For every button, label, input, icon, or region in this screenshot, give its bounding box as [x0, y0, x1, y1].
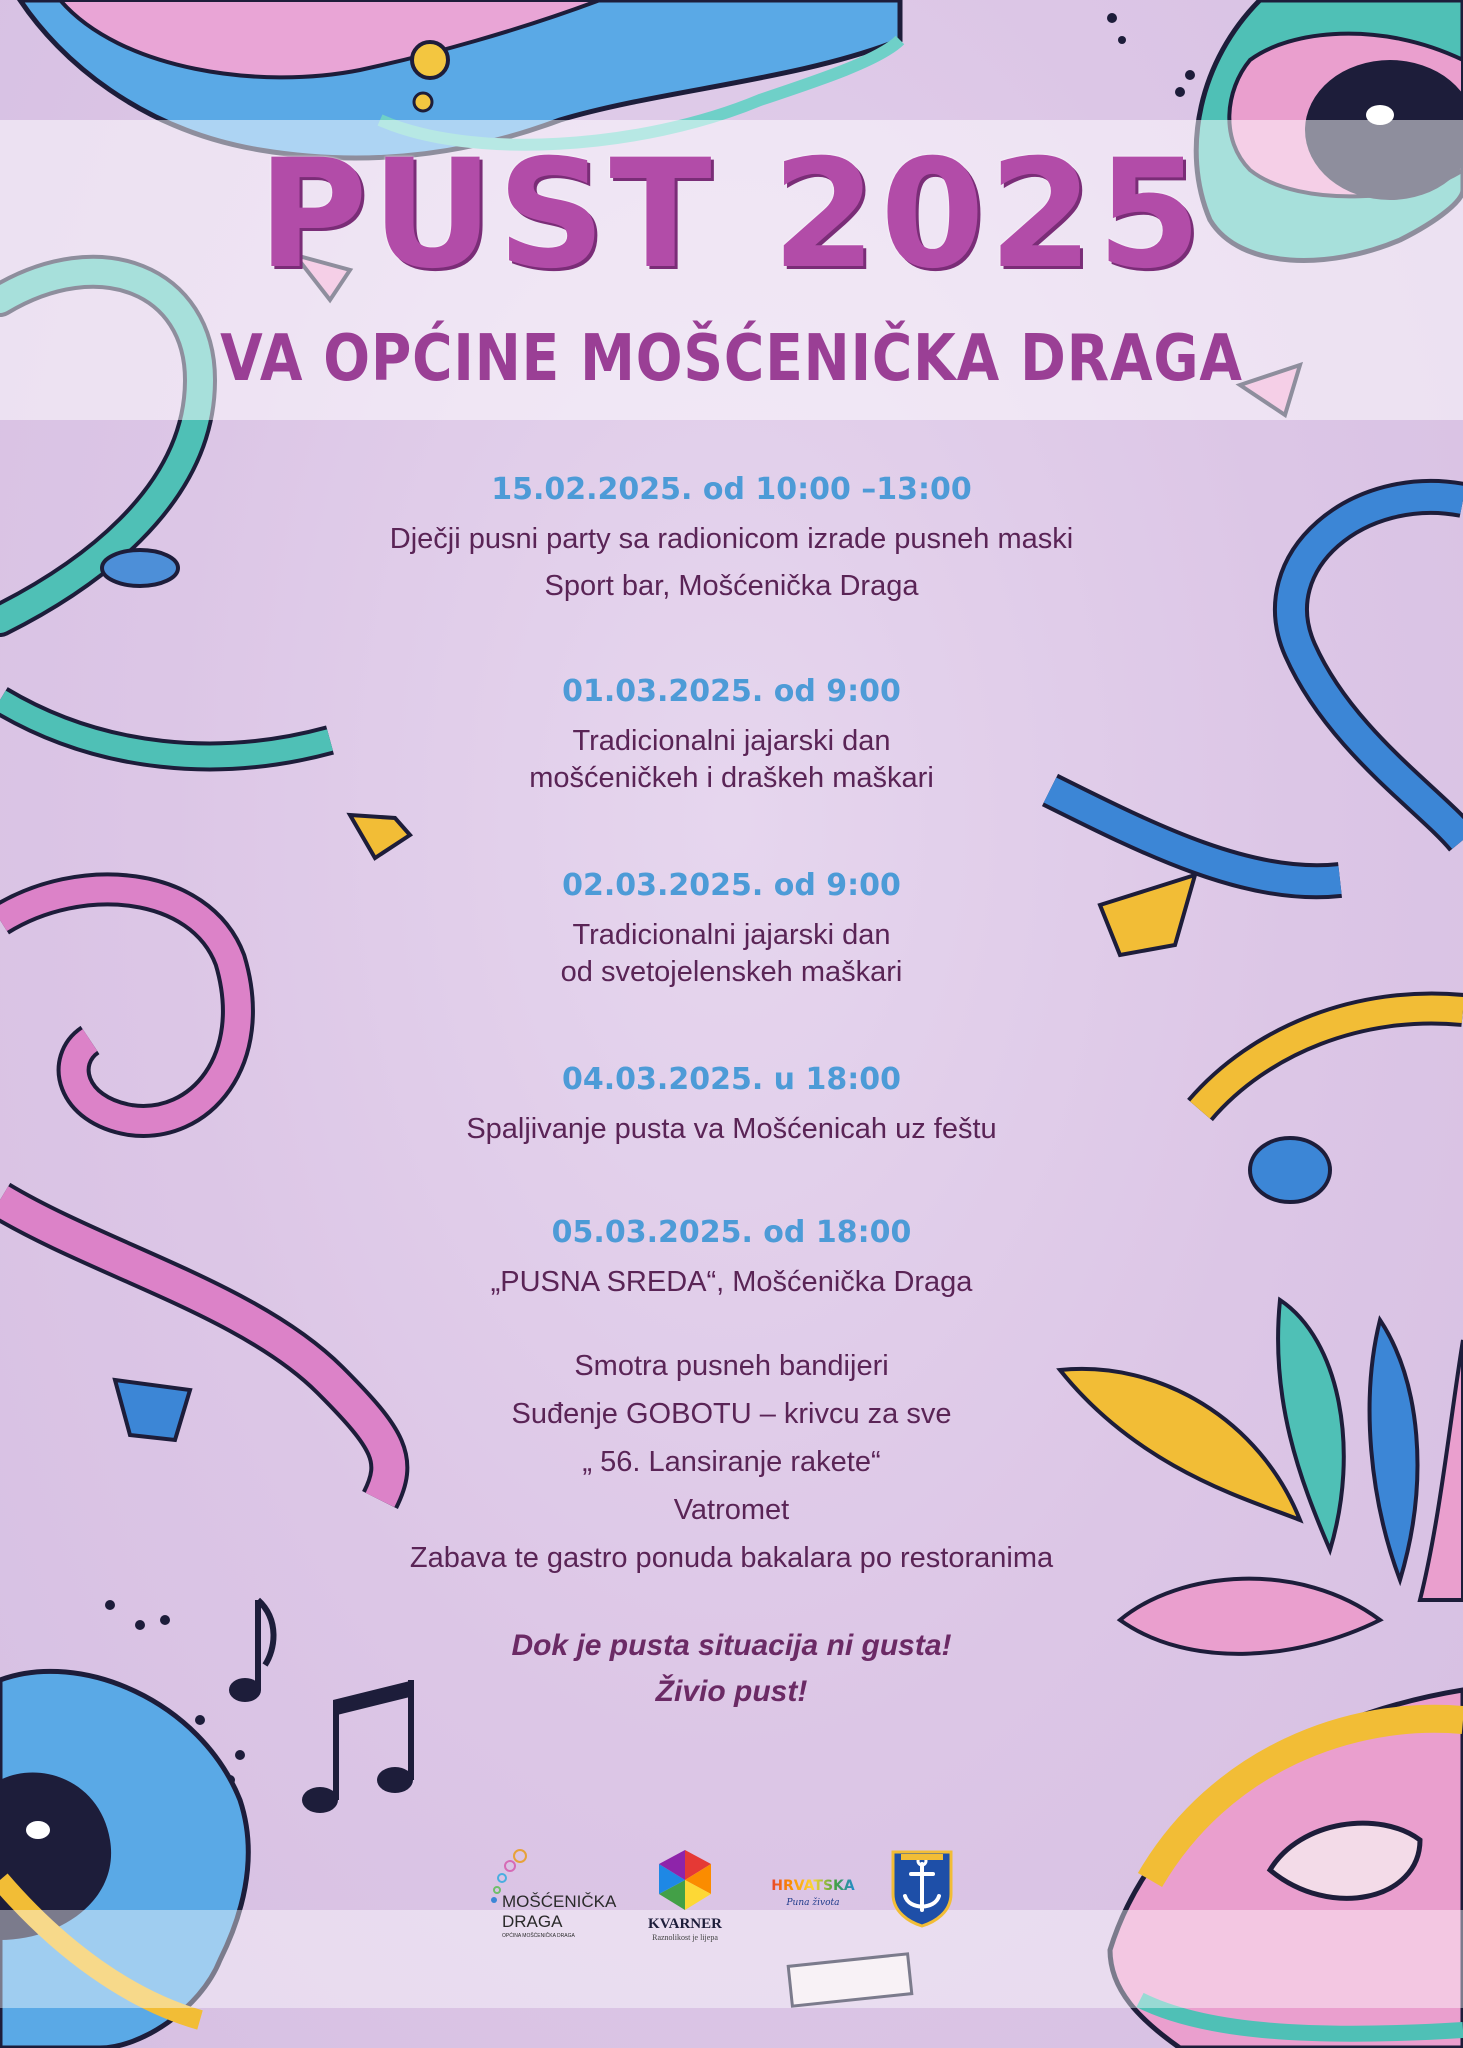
event-date: 05.03.2025. od 18:00 — [551, 1215, 912, 1250]
event-line: Tradicionalni jajarski dan — [572, 725, 891, 757]
event-line: „PUSNA SREDA“, Mošćenička Draga — [490, 1266, 973, 1298]
event-line: mošćeničkeh i draškeh maškari — [529, 762, 934, 794]
event-date: 04.03.2025. u 18:00 — [562, 1062, 901, 1097]
anchor-shield-icon — [891, 1850, 953, 1928]
slogan-line: Živio pust! — [655, 1675, 808, 1708]
program-item: Vatromet — [673, 1494, 790, 1526]
program-item: Suđenje GOBOTU – krivcu za sve — [511, 1398, 952, 1430]
program-item: Smotra pusneh bandijeri — [574, 1350, 889, 1382]
logo-small-text: Raznolikost je lijepa — [652, 1933, 718, 1942]
confetti-yellow-icon — [350, 815, 410, 858]
event-line: od svetojelenskeh maškari — [560, 956, 903, 988]
logo-text: KVARNER — [648, 1916, 722, 1932]
event-3 — [0, 868, 1463, 991]
logo-text: MOŠĆENIČKA — [502, 1892, 617, 1911]
event-4 — [0, 1062, 1463, 1148]
coat-of-arms-logo — [891, 1850, 953, 1928]
program-item: „ 56. Lansiranje rakete“ — [582, 1446, 881, 1478]
event-line: Sport bar, Mošćenička Draga — [544, 570, 919, 602]
event-1 — [0, 472, 1463, 605]
event-line: Tradicionalni jajarski dan — [572, 919, 891, 951]
kvarner-prism-icon — [653, 1848, 717, 1912]
kvarner-logo — [640, 1848, 730, 1948]
page-subtitle: VA OPĆINE MOŠĆENIČKA DRAGA — [220, 322, 1243, 396]
program-item: Zabava te gastro ponuda bakalara po restoranima — [409, 1542, 1054, 1574]
event-date: 15.02.2025. od 10:00 –13:00 — [491, 472, 972, 507]
logo-small-text: OPĆINA MOŠĆENIČKA DRAGA — [502, 1933, 575, 1939]
event-line: Dječji pusni party sa radionicom izrade pusneh maski — [389, 523, 1074, 555]
moscenicka-draga-logo — [490, 1848, 630, 1948]
slogan-line: Dok je pusta situacija ni gusta! — [511, 1629, 952, 1662]
slogan — [0, 1623, 1463, 1715]
page-title: PUST 2025 — [257, 128, 1206, 302]
program-list — [0, 1342, 1463, 1582]
hrvatska-logo — [768, 1878, 858, 1938]
event-5 — [0, 1215, 1463, 1301]
event-date: 02.03.2025. od 9:00 — [562, 868, 901, 903]
event-line: Spaljivanje pusta va Mošćenicah uz feštu — [466, 1113, 997, 1145]
event-2 — [0, 674, 1463, 797]
logo-banner — [0, 1910, 1463, 2008]
logo-text: DRAGA — [502, 1912, 563, 1931]
logo-text: HRVATSKA — [768, 1878, 858, 1894]
logo-small-text: Puna života — [786, 1898, 840, 1908]
event-date: 01.03.2025. od 9:00 — [562, 674, 901, 709]
